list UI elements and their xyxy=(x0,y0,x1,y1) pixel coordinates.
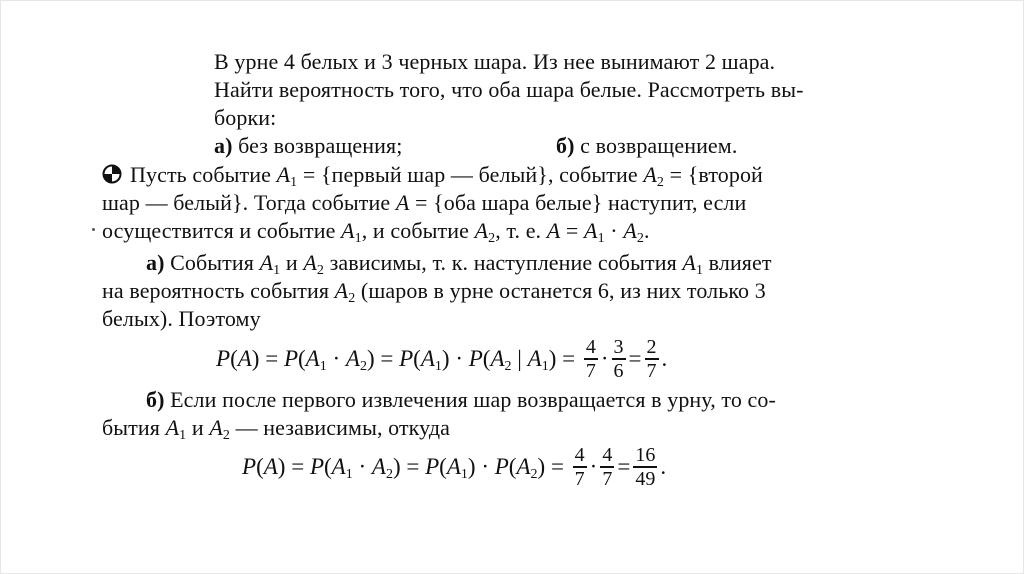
fraction: $\frac{3}{6}$ xyxy=(613,336,624,382)
fraction: $\frac{2}{7}$ xyxy=(646,336,657,382)
problem-line-2 xyxy=(214,77,804,103)
case-b-label: б) xyxy=(556,133,575,158)
part-a-formula: $P(A) = P(A_1 \cdot A_2) = P(A_1) \cdot P(A_2$ | $A_1$) = $\frac{4}{7}$ · $\frac{3}{6}$ = $\frac{2}{7}$ . xyxy=(216,336,668,382)
problem-line-1 xyxy=(214,49,775,75)
solution-marker-icon xyxy=(102,164,122,184)
part-b-formula: $P(A) = P(A_1 \cdot A_2) = P(A_1) \cdot P(A_2)$ = $\frac{4}{7}$ · $\frac{4}{7}$ = $\frac{16}{49}$ . xyxy=(242,444,667,490)
part-b-line-1: б) Если после первого извлечения шар возвращается в урну, то со- xyxy=(146,387,776,412)
problem-line-3 xyxy=(214,105,276,131)
part-a-line-3: белых). Поэтому xyxy=(102,306,261,331)
part-b-label: б) xyxy=(146,387,165,412)
problem-text: В урне 4 белых и 3 черных шара. Из нее вынимают 2 шара. xyxy=(214,49,776,74)
fraction: $\frac{16}{49}$ xyxy=(635,444,656,490)
case-b-text: с возвращением. xyxy=(580,133,738,158)
part-a-line-2: на вероятность события $A_2$ (шаров в урне останется 6, из них только 3 xyxy=(102,278,766,306)
solution-line-3: осуществится и событие $A_1$, и событие $A_2$, т. е. $A = A_1 \cdot A_2$. xyxy=(102,218,650,246)
part-a-line-1: а) События $A_1$ и $A_2$ зависимы, т. к. наступление события $A_1$ влияет xyxy=(146,250,772,278)
solution-line-2: шар — белый}. Тогда событие A = {оба шара белые} наступит, если xyxy=(102,190,747,215)
case-a-text: без возвращения; xyxy=(238,133,403,158)
solution-line-1: Пусть событие $A_1$ = {первый шар — белый}, событие $A_2$ = {второй xyxy=(130,162,763,190)
case-a-label: а) xyxy=(214,133,233,158)
fraction: $\frac{4}{7}$ xyxy=(574,444,585,490)
problem-case-a xyxy=(214,133,402,159)
problem-text: борки: xyxy=(214,105,277,130)
part-b-line-2: бытия $A_1$ и $A_2$ — независимы, откуда xyxy=(102,415,451,443)
fraction: $\frac{4}{7}$ xyxy=(602,444,613,490)
problem-case-b xyxy=(556,133,737,159)
fraction: $\frac{4}{7}$ xyxy=(585,336,596,382)
part-a-label: а) xyxy=(146,250,165,275)
problem-text: Найти вероятность того, что оба шара белые. Рассмотреть вы- xyxy=(214,77,804,102)
stray-dot xyxy=(92,228,95,231)
